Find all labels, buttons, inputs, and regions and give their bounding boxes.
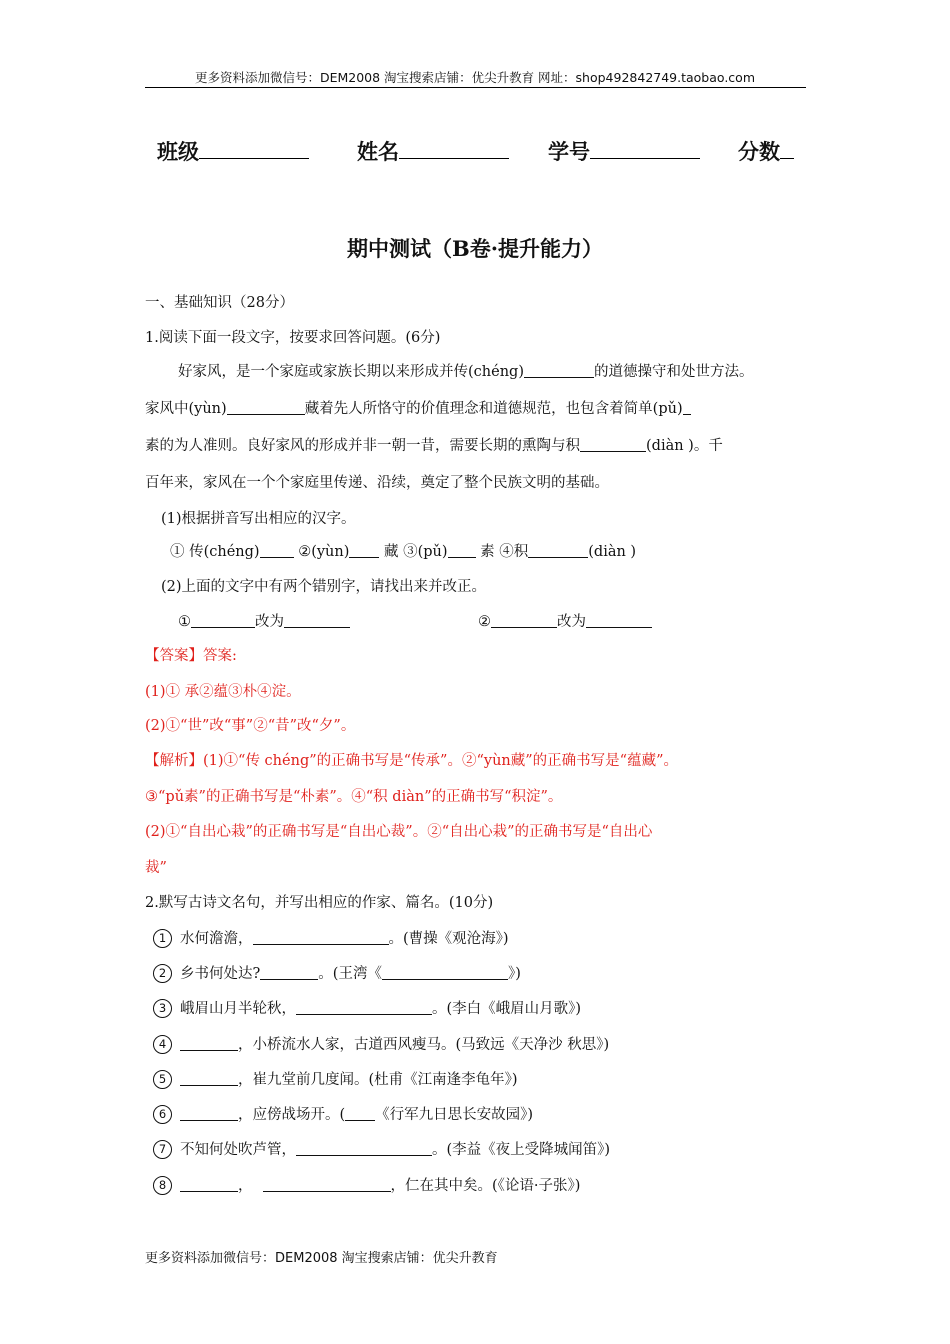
- passage-text: 家风中(yùn): [145, 401, 227, 417]
- analysis-text: (1)①“传 chéng”的正确书写是“传承”。②“yùn藏”的正确书写是“蕴藏”。: [203, 753, 678, 769]
- blank-yun[interactable]: [227, 399, 305, 415]
- sub2-blank-1a[interactable]: [191, 612, 255, 628]
- page-header: 更多资料添加微信号：DEM2008 淘宝搜索店铺：优尖升教育 网址：shop492842749.taobao.com: [194, 70, 756, 85]
- poem-text: ，小桥流水人家，古道西风瘦马。(马致远《天净沙 秋思》): [238, 1037, 610, 1053]
- class-label: 班级: [157, 139, 199, 164]
- poem-blank[interactable]: [180, 1176, 238, 1192]
- sub1-blank-4[interactable]: [528, 542, 588, 558]
- item-number: 2: [153, 964, 172, 983]
- sub1-item-dian-pinyin: (diàn ): [588, 544, 637, 560]
- blank-dian[interactable]: [580, 436, 646, 452]
- poem-blank[interactable]: [180, 1070, 238, 1086]
- name-label: 姓名: [357, 139, 399, 164]
- passage-text: 素的为人准则。良好家风的形成并非一朝一昔，需要长期的熏陶与积: [145, 438, 580, 454]
- q2-item-4: [153, 1033, 609, 1054]
- name-field: [357, 136, 509, 166]
- sub1-blank-3[interactable]: [448, 542, 476, 558]
- passage-line-1: [178, 360, 753, 381]
- poem-blank[interactable]: [253, 929, 389, 945]
- poem-source: 。(王湾《: [318, 966, 382, 982]
- q2-item-7: [153, 1138, 610, 1159]
- item-number: 5: [153, 1070, 172, 1089]
- sub2-change-to: 改为: [557, 614, 586, 630]
- poem-text: ，应傍战场开。(: [238, 1107, 346, 1123]
- sub1-item-dian: 素 ④积: [480, 544, 529, 560]
- student-info-row: [157, 136, 837, 168]
- item-number: 8: [153, 1176, 172, 1195]
- item-number: 3: [153, 999, 172, 1018]
- student-id-blank[interactable]: [590, 138, 700, 159]
- poem-text: ，崔九堂前几度闻。(杜甫《江南逢李龟年》): [238, 1072, 518, 1088]
- poem-blank[interactable]: [260, 964, 318, 980]
- sub1-item-yun: ②(yùn): [298, 544, 350, 560]
- q2-item-2: [153, 962, 521, 983]
- sub1-item-pu: 藏 ③(pǔ): [384, 544, 448, 560]
- q2-prompt: 2.默写古诗文名句，并写出相应的作家、篇名。(10分): [145, 895, 494, 911]
- q1-prompt: 1.阅读下面一段文字，按要求回答问题。(6分): [145, 330, 441, 346]
- name-blank[interactable]: [399, 138, 509, 159]
- analysis-tag: 【解析】: [145, 753, 203, 769]
- score-label: 分数: [738, 139, 780, 164]
- poem-source: 。(李益《夜上受降城闻笛》): [432, 1142, 611, 1158]
- passage-text: 的道德操守和处世方法。: [593, 364, 754, 380]
- poem-source: 。(曹操《观沧海》): [388, 931, 509, 947]
- sub2-blank-2a[interactable]: [491, 612, 557, 628]
- answer-tag: 【答案】: [145, 648, 203, 664]
- poem-text: 不知何处吹芦管，: [180, 1142, 296, 1158]
- sub2-blank-1b[interactable]: [284, 612, 350, 628]
- poem-source: ，仁在其中矣。(《论语·子张》): [390, 1178, 581, 1194]
- item-number: 7: [153, 1140, 172, 1159]
- poem-blank[interactable]: [263, 1176, 391, 1192]
- q2-item-6: [153, 1103, 533, 1124]
- answer-line-2: (2)①“世”改“事”②“昔”改“夕”。: [145, 718, 356, 734]
- passage-line-3: [145, 434, 723, 455]
- q2-item-5: [153, 1068, 518, 1089]
- student-id-label: 学号: [548, 139, 590, 164]
- page-footer: 更多资料添加微信号：DEM2008 淘宝搜索店铺：优尖升教育: [145, 1251, 498, 1266]
- analysis-line-1: [145, 749, 678, 770]
- poem-text: 峨眉山月半轮秋，: [180, 1001, 296, 1017]
- item-number: 6: [153, 1105, 172, 1124]
- poem-blank[interactable]: [296, 1140, 432, 1156]
- poem-text: ，: [238, 1178, 253, 1194]
- passage-line-4: 百年来，家风在一个个家庭里传递、沿续，奠定了整个民族文明的基础。: [145, 475, 609, 491]
- answer-label: 答案:: [203, 648, 237, 664]
- score-blank[interactable]: [780, 138, 794, 159]
- q2-item-8: [153, 1174, 580, 1195]
- answer-line-1: (1)① 承②蕴③朴④淀。: [145, 684, 301, 700]
- poem-text: 水何澹澹，: [180, 931, 253, 947]
- header-divider: [145, 87, 806, 88]
- q1-sub1-answers: [170, 540, 636, 561]
- blank-cheng[interactable]: [524, 362, 594, 378]
- passage-text: (diàn )。千: [646, 438, 723, 454]
- class-blank[interactable]: [199, 138, 309, 159]
- sub1-blank-1[interactable]: [260, 542, 294, 558]
- analysis-line-2: ③“pǔ素”的正确书写是“朴素”。④“积 diàn”的正确书写“积淀”。: [145, 789, 563, 805]
- sub2-change-to: 改为: [255, 614, 284, 630]
- analysis-line-4: 裁”: [145, 860, 167, 876]
- poem-blank[interactable]: [296, 999, 432, 1015]
- item-number: 4: [153, 1035, 172, 1054]
- sub1-blank-2[interactable]: [349, 542, 379, 558]
- student-id-field: [548, 136, 700, 166]
- item-number: 1: [153, 929, 172, 948]
- passage-line-2: [145, 397, 691, 418]
- q2-item-3: [153, 997, 581, 1018]
- poem-blank[interactable]: [180, 1035, 238, 1051]
- section1-heading: 一、基础知识（28分）: [145, 295, 294, 311]
- class-field: [157, 136, 309, 166]
- passage-text: 藏着先人所恪守的价值理念和道德规范，也包含着简单(pǔ): [304, 401, 683, 417]
- q1-sub2-answers-2: [478, 610, 652, 631]
- sub2-blank-2b[interactable]: [586, 612, 652, 628]
- author-blank[interactable]: [345, 1105, 375, 1121]
- analysis-line-3: (2)①“自出心栽”的正确书写是“自出心裁”。②“自出心栽”的正确书写是“自出心: [145, 824, 653, 840]
- title-blank[interactable]: [382, 964, 508, 980]
- q1-sub2-answers: [178, 610, 350, 631]
- score-field: [738, 136, 794, 166]
- poem-source: 。(李白《峨眉山月歌》): [432, 1001, 582, 1017]
- q2-item-1: [153, 927, 509, 948]
- answer-heading: [145, 644, 237, 665]
- sub2-item-2: ②: [478, 614, 491, 630]
- poem-source: 《行军九日思长安故园》): [375, 1107, 534, 1123]
- q1-sub2: (2)上面的文字中有两个错别字，请找出来并改正。: [161, 579, 487, 595]
- exam-title: 期中测试（B卷·提升能力）: [346, 236, 604, 261]
- passage-text: 好家风，是一个家庭或家族长期以来形成并传(chéng): [178, 364, 524, 380]
- sub1-item-cheng: ① 传(chéng): [170, 544, 260, 560]
- poem-source-end: 》): [507, 966, 521, 982]
- blank-pu[interactable]: [683, 399, 691, 415]
- q1-sub1: (1)根据拼音写出相应的汉字。: [161, 511, 356, 527]
- sub2-item-1: ①: [178, 614, 191, 630]
- poem-blank[interactable]: [180, 1105, 238, 1121]
- poem-text: 乡书何处达?: [180, 966, 261, 982]
